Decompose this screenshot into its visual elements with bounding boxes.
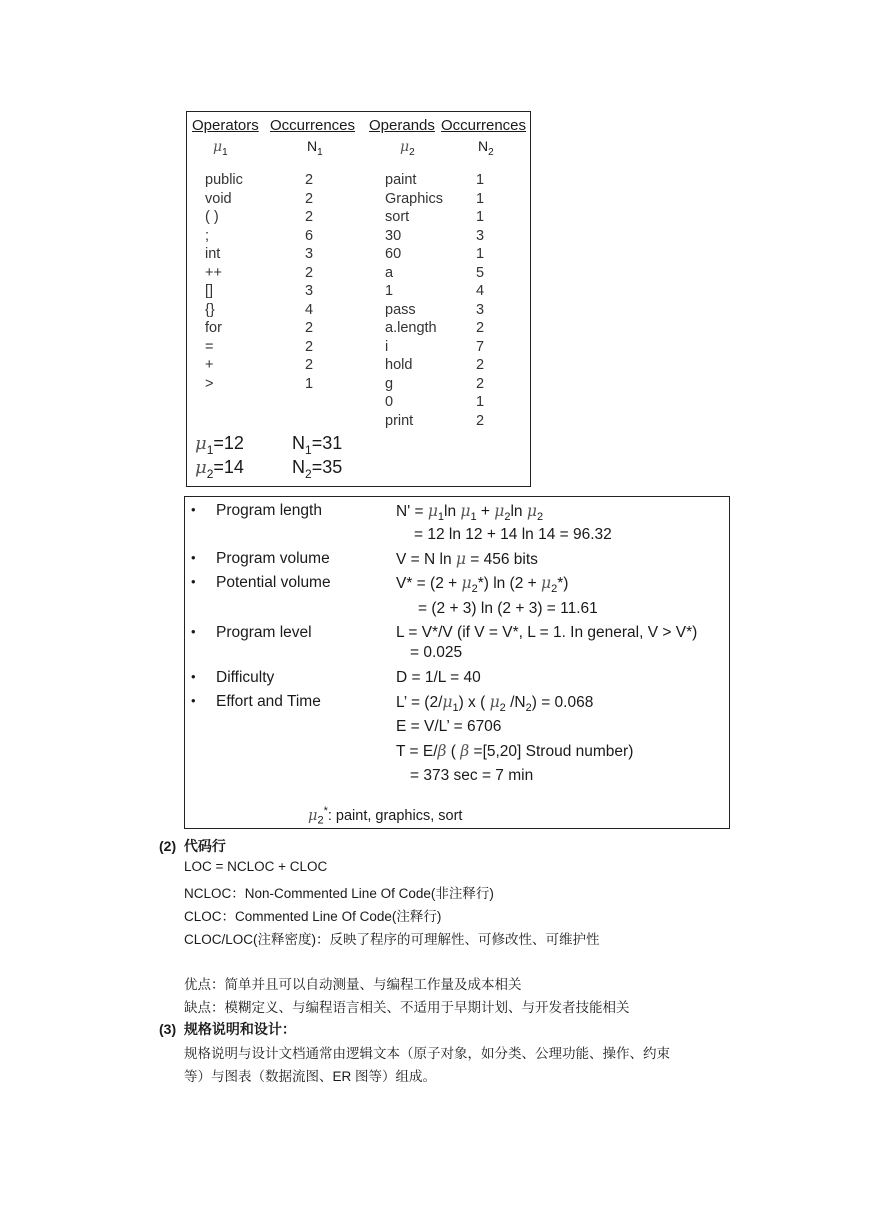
operator-count: 4 bbox=[305, 301, 314, 318]
operand-item: sort bbox=[385, 209, 410, 225]
operand-item: a.length bbox=[385, 320, 437, 336]
metric-formula: $N' = \mu_1\ln$ $\mu_1 + \mu_2\ln$ $\mu_2$ bbox=[396, 502, 544, 524]
bullet: • bbox=[191, 693, 196, 708]
header-operators: Operators bbox=[192, 117, 259, 134]
metric-formula: = 0.025 bbox=[410, 644, 463, 661]
operator-count: 1 bbox=[305, 375, 314, 392]
header-operands: Operands bbox=[369, 117, 435, 134]
operand-count: 3 bbox=[476, 301, 485, 318]
operator-item: public bbox=[205, 172, 243, 188]
metric-label: Program level bbox=[216, 624, 312, 641]
metric-label: Potential volume bbox=[216, 574, 331, 591]
operator-count: 2 bbox=[305, 320, 314, 336]
metric-formula: $V* = (2 + \mu_2*)$ $\ln (2 + \mu_2*)$ bbox=[396, 574, 569, 596]
n2-total: $N_2=35$ bbox=[292, 457, 343, 481]
operator-count: 2 bbox=[305, 172, 314, 188]
metric-formula: L’ = $(2/\mu_1)$ x ( $\mu_2$ $/N_2) = 0.068$ bbox=[396, 693, 594, 715]
operand-count: 3 bbox=[476, 227, 485, 244]
operand-count: 2 bbox=[476, 375, 485, 392]
operand-count: 2 bbox=[476, 357, 485, 373]
operand-count: 1 bbox=[476, 246, 485, 262]
loc-cons: 缺点：模糊定义、与编程语言相关、不适用于早期计划、与开发者技能相关 bbox=[184, 1000, 630, 1015]
operator-count: 6 bbox=[305, 227, 314, 244]
ncloc-definition: NCLOC：Non-Commented Line Of Code(非注释行) bbox=[184, 886, 494, 901]
operand-item: Graphics bbox=[385, 190, 444, 207]
operand-count: 1 bbox=[476, 394, 485, 410]
operand-count: 4 bbox=[476, 283, 485, 299]
operand-item: a bbox=[385, 264, 394, 281]
spec-paragraph-line-1: 规格说明与设计文档通常由逻辑文本（原子对象，如分类、公理功能、操作、约束 bbox=[184, 1046, 670, 1061]
bullet: • bbox=[191, 574, 196, 589]
operator-item: > bbox=[205, 375, 214, 392]
metric-label: Effort and Time bbox=[216, 693, 321, 710]
operand-counts-list bbox=[476, 171, 484, 430]
operators-list bbox=[205, 171, 243, 393]
operator-item: + bbox=[205, 357, 214, 373]
header-occurrences-2: Occurrences bbox=[441, 117, 527, 134]
operator-counts-list bbox=[305, 171, 313, 393]
operator-item: [] bbox=[205, 283, 214, 299]
metric-formula: V = N ln μ = 456 bits bbox=[396, 550, 538, 568]
operand-item: paint bbox=[385, 172, 417, 188]
operand-item: hold bbox=[385, 357, 413, 373]
operand-item: print bbox=[385, 412, 414, 429]
operator-item: = bbox=[205, 338, 214, 355]
operand-count: 1 bbox=[476, 190, 485, 207]
operand-item: g bbox=[385, 375, 394, 392]
metric-formula: L = V*/V (if V = V*, L = 1. In general, V > V*) bbox=[396, 624, 698, 641]
operand-count: 2 bbox=[476, 320, 485, 336]
header-occurrences-1: Occurrences bbox=[270, 117, 356, 134]
operator-item: void bbox=[205, 190, 232, 207]
operand-count: 1 bbox=[476, 172, 485, 188]
operator-count: 2 bbox=[305, 357, 314, 373]
operand-count: 5 bbox=[476, 264, 485, 281]
operand-item: 30 bbox=[385, 227, 402, 244]
halstead-table bbox=[186, 111, 531, 487]
operator-count: 2 bbox=[305, 264, 314, 281]
mu2-symbol: $\mu_2$ bbox=[400, 139, 415, 158]
section-3-heading: (3) 规格说明和设计： bbox=[159, 1021, 296, 1037]
bullet: • bbox=[191, 624, 196, 639]
bullet: • bbox=[191, 669, 196, 684]
metric-formula: = 373 sec = 7 min bbox=[410, 767, 534, 784]
operator-item: ( ) bbox=[205, 209, 219, 225]
section-2-heading: (2) 代码行 bbox=[159, 838, 226, 854]
operator-item: ; bbox=[205, 227, 210, 244]
operand-count: 1 bbox=[476, 209, 485, 225]
n2-symbol: $N_2$ bbox=[478, 138, 494, 158]
n1-total: $N_1=31$ bbox=[292, 433, 343, 457]
operator-item: {} bbox=[205, 301, 215, 318]
operand-item: 0 bbox=[385, 394, 394, 410]
metric-label: Program volume bbox=[216, 550, 330, 567]
loc-pros: 优点：简单并且可以自动测量、与编程工作量及成本相关 bbox=[184, 977, 522, 992]
operand-item: 1 bbox=[385, 283, 394, 299]
operator-count: 2 bbox=[305, 190, 314, 207]
operand-count: 2 bbox=[476, 412, 485, 429]
operator-count: 3 bbox=[305, 246, 314, 262]
mu1-total: $\mu_1=12$ bbox=[195, 433, 244, 457]
operator-count: 3 bbox=[305, 283, 314, 299]
operator-item: for bbox=[205, 320, 222, 336]
spec-paragraph-line-2: 等）与图表（数据流图、ER 图等）组成。 bbox=[184, 1069, 437, 1084]
metric-label: Program length bbox=[216, 502, 322, 519]
operator-item: int bbox=[205, 246, 221, 262]
operand-item: i bbox=[385, 338, 389, 355]
operands-list bbox=[385, 171, 443, 430]
operand-item: 60 bbox=[385, 246, 402, 262]
bullet: • bbox=[191, 502, 196, 517]
metric-formula: D = 1/L = 40 bbox=[396, 669, 481, 686]
metric-label: Difficulty bbox=[216, 669, 275, 686]
n1-symbol: $N_1$ bbox=[307, 138, 323, 158]
bullet: • bbox=[191, 550, 196, 565]
loc-formula: LOC = NCLOC + CLOC bbox=[184, 859, 328, 874]
cloc-definition: CLOC：Commented Line Of Code(注释行) bbox=[184, 909, 442, 924]
mu2-total: $\mu_2=14$ bbox=[195, 457, 244, 481]
operand-item: pass bbox=[385, 301, 416, 318]
halstead-metrics-box: • Program length $N' = \mu_1\ln$ $\mu_1 + \mu_2\ln$ $\mu_2$ = 12 ln 12 + 14 ln 14 = 96.32 • Program volume V = N ln μ = 456 bits • Potential volume $V* = (2 + \mu_2*)$ $\ln (2 + \mu_2*)$ = (2 + 3) ln (2 + 3) = 11.61 • Program level L = V*/V (if V = V*, L = 1. In general, V > V*) = 0.025 • Difficulty D = 1/L = 40 • Effort and Time L’ = $(2/\mu_1)$ x ( $\mu_2$ $/N_2) = 0.068$ E = V/L’ = 6706 T = E/β ( β =[5,20] Stroud number) = 373 sec = 7 min $\mu_2^*$: paint, graphics, sort bbox=[184, 496, 730, 829]
metric-formula: T = E/β ( β =[5,20] Stroud number) bbox=[396, 742, 634, 760]
metric-formula: E = V/L’ = 6706 bbox=[396, 718, 502, 735]
comment-density: CLOC/LOC(注释密度)：反映了程序的可理解性、可修改性、可维护性 bbox=[184, 932, 600, 947]
mu1-symbol: $\mu_1$ bbox=[213, 139, 228, 158]
metric-formula: = 12 ln 12 + 14 ln 14 = 96.32 bbox=[414, 526, 612, 543]
metric-formula: = (2 + 3) ln (2 + 3) = 11.61 bbox=[418, 600, 598, 617]
operator-item: ++ bbox=[205, 264, 222, 281]
operator-count: 2 bbox=[305, 209, 314, 225]
operator-count: 2 bbox=[305, 338, 314, 355]
operand-count: 7 bbox=[476, 338, 485, 355]
